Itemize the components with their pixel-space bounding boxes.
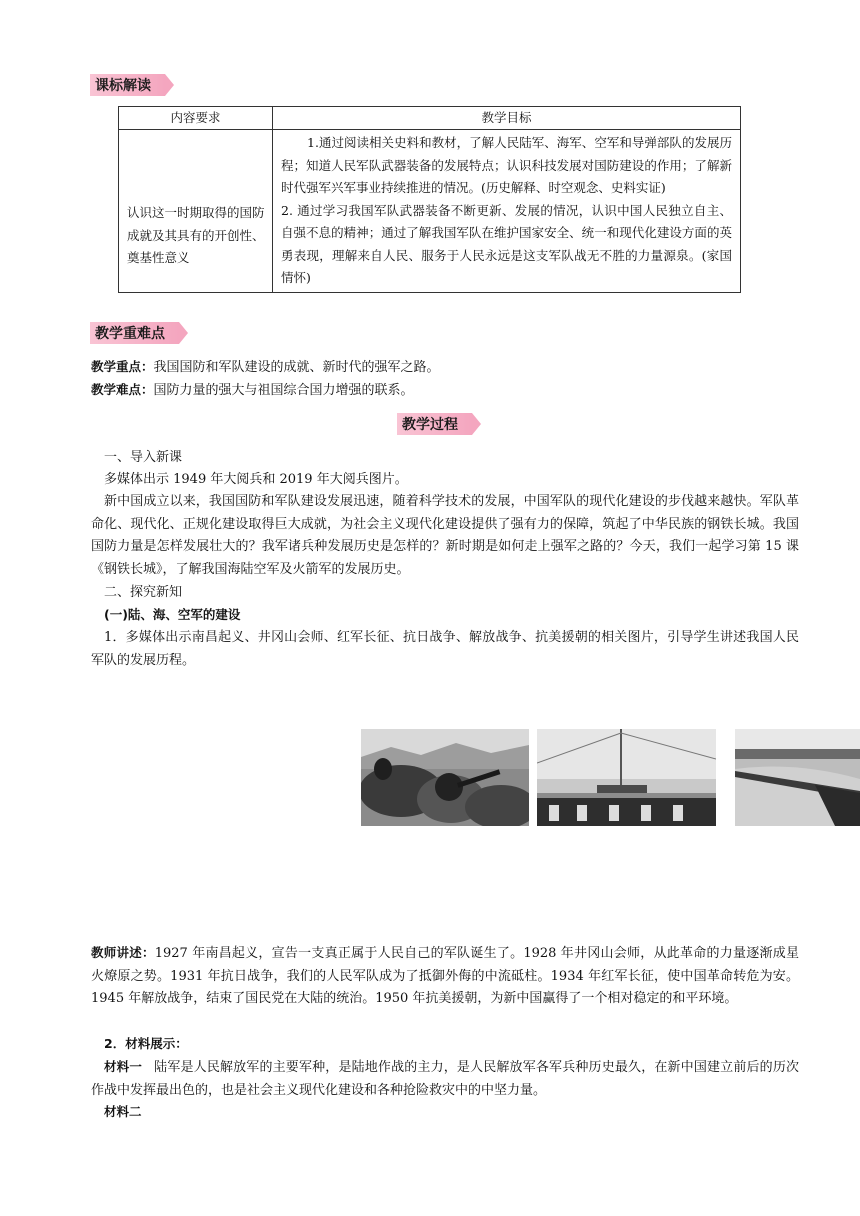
photo-river-crossing	[735, 729, 860, 826]
requirement-cell: 认识这一时期取得的国防成就及其具有的开创性、奠基性意义	[119, 130, 273, 293]
teaching-difficulty-text: 国防力量的强大与祖国综合国力增强的联系。	[153, 383, 414, 398]
teacher-narration-text: 1927 年南昌起义，宣告一支真正属于人民自己的军队诞生了。1928 年井冈山会师，从此革命的力量逐渐成星火燎原之势。1931 年抗日战争，我们的人民军队成为了抵御外侮的中流砥柱。1934 年红军长征，使中国革命转危为安。1945 年解放战争，结束了国民党在大陆的统治。1950 年抗美援朝，为新中国赢得了一个相对稳定的和平环境。	[91, 946, 799, 1006]
teaching-focus-label: 教学重点：	[91, 359, 154, 374]
material-2	[104, 1101, 142, 1125]
photo-battlefield	[361, 729, 529, 826]
table-header-goal: 教学目标	[273, 107, 741, 130]
table-header-requirement: 内容要求	[119, 107, 273, 130]
table-row	[119, 130, 741, 293]
material-1-label: 材料一	[104, 1059, 142, 1074]
section-label-process: 教学过程	[397, 413, 472, 435]
item-1: 1．多媒体出示南昌起义、井冈山会师、红军长征、抗日战争、解放战争、抗美援朝的相关图片，引导学生讲述我国人民军队的发展历程。	[91, 630, 799, 668]
item-2: 2．材料展示：	[104, 1036, 188, 1051]
teaching-difficulty-label: 教学难点：	[91, 382, 154, 397]
table-header-row	[119, 107, 741, 130]
section1-title: 一、导入新课	[104, 450, 183, 465]
intro-paragraph: 新中国成立以来，我国国防和军队建设发展迅速，随着科学技术的发展，中国军队的现代化建设的步伐越来越快。军队革命化、现代化、正规化建设取得巨大成就，为社会主义现代化建设提供了强有力的保障，筑起了中华民族的钢铁长城。我国国防力量是怎样发展壮大的？我军诸兵种发展历史是怎样的？新时期是如何走上强军之路的？今天，我们一起学习第 15 课《钢铁长城》，了解我国海陆空军及火箭军的发展历史。	[91, 494, 799, 577]
subsection1-title: (一)陆、海、空军的建设	[104, 607, 241, 622]
teacher-narration-label: 教师讲述：	[91, 945, 155, 960]
goal-item-1: 1.通过阅读相关史料和教材，了解人民陆军、海军、空军和导弹部队的发展历程；知道人民军队武器装备的发展特点；认识科技发展对国防建设的作用；了解新时代强军兴军事业持续推进的情况。(历史解释、时空观念、史料实证)	[281, 135, 732, 195]
photo-tiananmen	[537, 729, 716, 826]
standards-table	[118, 106, 741, 293]
teacher-narration	[91, 942, 799, 1011]
section-label-standards: 课标解读	[90, 74, 165, 96]
material-1-text: 陆军是人民解放军的主要军种，是陆地作战的主力，是人民解放军各军兵种历史最久，在新中国建立前后的历次作战中发挥最出色的，也是社会主义现代化建设和各种抢险救灾中的中坚力量。	[91, 1060, 799, 1098]
material-2-label: 材料二	[104, 1104, 142, 1119]
goal-item-2: 2. 通过学习我国军队武器装备不断更新、发展的情况，认识中国人民独立自主、自强不息的精神；通过了解我国军队在维护国家安全、统一和现代化建设方面的英勇表现，理解来自人民、服务于人民永远是这支军队战无不胜的力量源泉。(家国情怀)	[281, 202, 732, 285]
teaching-focus-text: 我国国防和军队建设的成就、新时代的强军之路。	[153, 360, 440, 375]
material-1	[91, 1056, 799, 1102]
intro-line: 多媒体出示 1949 年大阅兵和 2019 年大阅兵图片。	[104, 472, 408, 487]
teaching-difficulty	[91, 379, 414, 403]
section-label-key-points: 教学重难点	[90, 322, 179, 344]
teaching-focus	[91, 356, 440, 380]
goal-cell	[273, 130, 741, 293]
section2-title: 二、探究新知	[104, 585, 183, 600]
